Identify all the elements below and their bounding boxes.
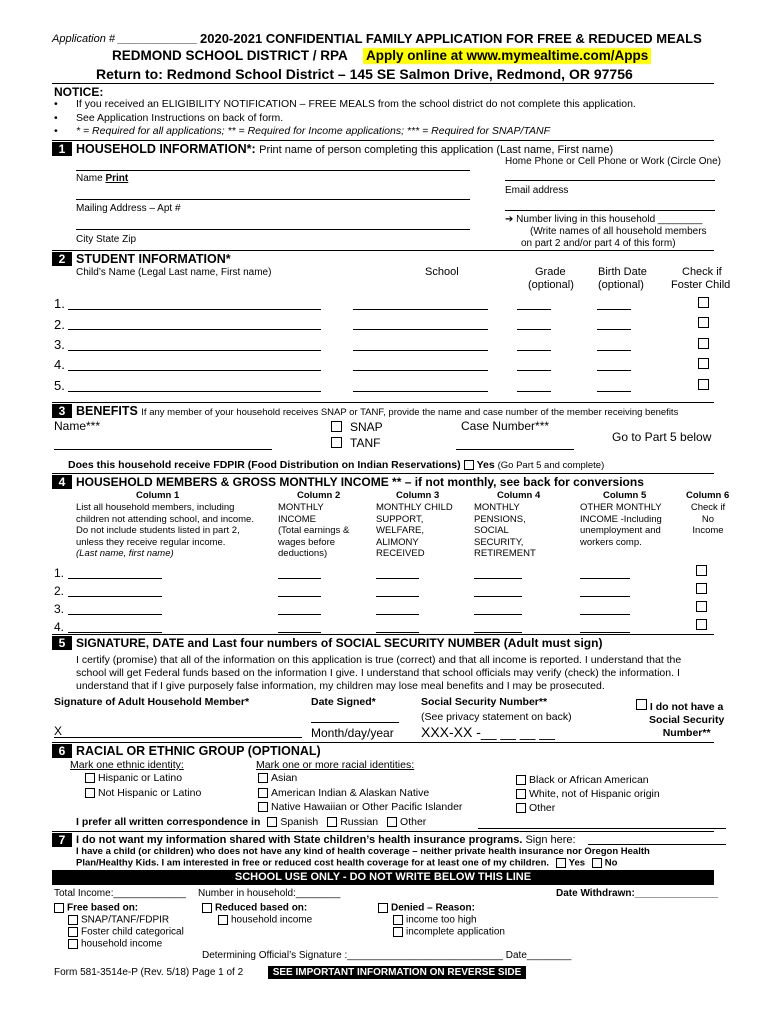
form-title: 2020-2021 CONFIDENTIAL FAMILY APPLICATION FOR FREE & REDUCED MEALS	[200, 31, 702, 46]
col-foster: Check if	[682, 266, 722, 278]
no-income-checkbox[interactable]	[696, 583, 707, 594]
number-household[interactable]: Number in household:________	[198, 888, 341, 899]
section-2-title: STUDENT INFORMATION*	[76, 252, 231, 266]
correspondence-pref: I prefer all written correspondence in Spanish Russian Other	[76, 816, 427, 828]
denied-too-high[interactable]: income too high	[393, 915, 477, 926]
grade-field[interactable]	[517, 350, 551, 351]
col-child-name: Child’s Name (Legal Last name, First name)	[76, 267, 272, 278]
school-field[interactable]	[353, 329, 488, 330]
other-language-field[interactable]	[478, 828, 726, 829]
pension-field[interactable]	[474, 596, 522, 597]
section-1-number: 1	[52, 142, 72, 156]
other-income-field[interactable]	[580, 614, 630, 615]
reduced-income[interactable]: household income	[218, 915, 312, 926]
school-field[interactable]	[353, 350, 488, 351]
col1-desc: List all household members, including children not attending school, and income. Do not include students listed in part 2, unless they receive regular income. (Last name, first name)	[76, 502, 254, 559]
mailing-field[interactable]	[76, 199, 470, 200]
col4-head: Column 4	[497, 490, 541, 501]
race-white[interactable]: White, not of Hispanic origin	[516, 789, 660, 800]
signature-x: X	[54, 724, 63, 738]
foster-child-checkbox[interactable]	[698, 358, 709, 369]
case-number-field[interactable]	[456, 449, 574, 450]
race-american-indian[interactable]: American Indian & Alaskan Native	[258, 788, 429, 799]
child-name-field[interactable]	[68, 350, 321, 351]
free-snap-checkbox[interactable]	[68, 915, 78, 925]
foster-child-checkbox[interactable]	[698, 317, 709, 328]
col-school: School	[425, 266, 459, 278]
free-income[interactable]: household income	[68, 939, 162, 950]
foster-child-checkbox[interactable]	[698, 338, 709, 349]
reduced-income-checkbox[interactable]	[218, 915, 228, 925]
pension-field[interactable]	[474, 632, 522, 633]
city-field[interactable]	[76, 229, 470, 230]
other-race-checkbox[interactable]	[516, 803, 526, 813]
fdpir-yes-checkbox[interactable]	[464, 460, 474, 470]
notice-item-2: • See Application Instructions on back of form.	[76, 113, 283, 124]
date-signed-label: Date Signed*	[311, 696, 376, 708]
signature-label: Signature of Adult Household Member*	[54, 696, 250, 708]
member-row-number: 4.	[54, 620, 65, 634]
section-3-divider	[52, 402, 714, 403]
ethnic-label: Mark one ethnic identity:	[70, 759, 184, 771]
student-row-number: 1.	[54, 296, 65, 311]
total-income[interactable]: Total Income:_____________	[54, 888, 186, 899]
section-7-divider	[52, 831, 714, 832]
section-2-divider	[52, 250, 714, 251]
benefits-name-label: Name***	[54, 419, 101, 433]
important-info-band: SEE IMPORTANT INFORMATION ON REVERSE SIDE	[268, 966, 526, 979]
apply-online-link[interactable]: Apply online at www.mymealtime.com/Apps	[363, 48, 651, 64]
denied-checkbox[interactable]	[378, 903, 388, 913]
notice-title: NOTICE:	[54, 85, 104, 99]
member-row-number: 1.	[54, 566, 65, 580]
member-name-field[interactable]	[68, 578, 162, 579]
number-living[interactable]: ➔ Number living in this household ________	[505, 214, 703, 225]
grade-field[interactable]	[517, 370, 551, 371]
ethnic-hispanic[interactable]: Hispanic or Latino	[85, 773, 182, 784]
hispanic-checkbox[interactable]	[85, 773, 95, 783]
russian-checkbox[interactable]	[327, 817, 337, 827]
no-income-checkbox[interactable]	[696, 565, 707, 576]
child-support-field[interactable]	[376, 614, 419, 615]
grade-field[interactable]	[517, 309, 551, 310]
free-based-on[interactable]: Free based on:	[54, 903, 138, 914]
col-birth-optional: (optional)	[598, 279, 644, 291]
child-support-field[interactable]	[376, 596, 419, 597]
hawaiian-checkbox[interactable]	[258, 802, 268, 812]
foster-child-checkbox[interactable]	[698, 379, 709, 390]
free-snap[interactable]: SNAP/TANF/FDPIR	[68, 915, 169, 926]
free-income-checkbox[interactable]	[68, 939, 78, 949]
district-name: REDMOND SCHOOL DISTRICT / RPA	[112, 48, 348, 63]
incomplete-checkbox[interactable]	[393, 927, 403, 937]
free-foster[interactable]: Foster child categorical	[68, 927, 184, 938]
school-field[interactable]	[353, 370, 488, 371]
section-4-title: HOUSEHOLD MEMBERS & GROSS MONTHLY INCOME ** – if not monthly, see back for conversions	[76, 475, 644, 489]
grade-field[interactable]	[517, 391, 551, 392]
name-label: Name Print	[76, 173, 129, 184]
snap-label: SNAP	[350, 420, 383, 434]
col2-desc: MONTHLY INCOME (Total earnings & wages before deductions)	[278, 502, 350, 559]
notice-item-3: • * = Required for all applications; ** = Required for Income applications; *** = Required for SNAP/TANF	[76, 126, 550, 137]
monthly-income-field[interactable]	[278, 596, 321, 597]
denied-incomplete[interactable]: incomplete application	[393, 927, 505, 938]
reduced-checkbox[interactable]	[202, 903, 212, 913]
col-grade-optional: (optional)	[528, 279, 574, 291]
asian-checkbox[interactable]	[258, 773, 268, 783]
notice-item-1: • If you received an ELIGIBILITY NOTIFICATION – FREE MEALS from the school district do not complete this application.	[76, 99, 636, 110]
section-1-divider	[52, 140, 714, 141]
pension-field[interactable]	[474, 578, 522, 579]
col5-desc: OTHER MONTHLY INCOME -Including unemployment and workers comp.	[580, 502, 662, 548]
fdpir-question: Does this household receive FDPIR (Food Distribution on Indian Reservations) Yes (Go Part 5 and complete)	[68, 459, 605, 471]
school-field[interactable]	[353, 391, 488, 392]
phone-field[interactable]	[505, 180, 715, 181]
benefits-name-field[interactable]	[54, 449, 272, 450]
write-names-note: (Write names of all household members	[530, 226, 707, 237]
birth-date-field[interactable]	[597, 309, 631, 310]
spanish-checkbox[interactable]	[267, 817, 277, 827]
no-income-checkbox[interactable]	[696, 601, 707, 612]
section-6-title: RACIAL OR ETHNIC GROUP (OPTIONAL)	[76, 744, 321, 758]
no-income-checkbox[interactable]	[696, 619, 707, 630]
return-address: Return to: Redmond School District – 145 SE Salmon Drive, Redmond, OR 97756	[96, 66, 633, 82]
student-row-number: 5.	[54, 378, 65, 393]
member-row-number: 2.	[54, 584, 65, 598]
col-grade: Grade	[535, 266, 566, 278]
col3-head: Column 3	[396, 490, 440, 501]
member-name-field[interactable]	[68, 614, 162, 615]
on-part-note: on part 2 and/or part 4 of this form)	[521, 238, 676, 249]
health-no-checkbox[interactable]	[592, 858, 602, 868]
section-6-divider	[52, 742, 714, 743]
certify-text: I certify (promise) that all of the information on this application is true (correct) and that all income is reported. I understand that the school will get Federal funds based on the information I give. I understand that school officials may verify (check) the information. I understand that if I give purposely false information, my children may lose meal benefits and I may be prosecuted.	[76, 654, 682, 692]
race-asian[interactable]: Asian	[258, 773, 297, 784]
col4-desc: MONTHLY PENSIONS, SOCIAL SECURITY, RETIREMENT	[474, 502, 536, 559]
member-name-field[interactable]	[68, 596, 162, 597]
other-language-checkbox[interactable]	[387, 817, 397, 827]
col6-head: Column 6	[686, 490, 730, 501]
signature-field[interactable]	[54, 737, 302, 738]
section-5-divider	[52, 634, 714, 635]
pension-field[interactable]	[474, 614, 522, 615]
free-foster-checkbox[interactable]	[68, 927, 78, 937]
col-foster-2: Foster Child	[671, 279, 731, 291]
ssn-note: (See privacy statement on back)	[421, 711, 572, 723]
not-hispanic-checkbox[interactable]	[85, 788, 95, 798]
mailing-label: Mailing Address – Apt #	[76, 203, 181, 214]
goto-part5: Go to Part 5 below	[612, 430, 712, 444]
no-ssn-label: I do not have a Social Security Number**	[649, 701, 725, 739]
section-7-number: 7	[52, 833, 72, 847]
notice-divider	[52, 83, 714, 84]
child-name-field[interactable]	[68, 391, 321, 392]
racial-label: Mark one or more racial identities:	[256, 759, 415, 771]
too-high-checkbox[interactable]	[393, 915, 403, 925]
reduced-based-on[interactable]: Reduced based on:	[202, 903, 307, 914]
section-7-sign-field[interactable]	[588, 844, 726, 845]
student-row-number: 3.	[54, 337, 65, 352]
no-ssn-checkbox[interactable]	[636, 699, 647, 710]
col3-desc: MONTHLY CHILD SUPPORT, WELFARE, ALIMONY RECEIVED	[376, 502, 453, 559]
child-name-field[interactable]	[68, 370, 321, 371]
date-signed-field[interactable]	[311, 722, 399, 723]
free-checkbox[interactable]	[54, 903, 64, 913]
member-row-number: 3.	[54, 602, 65, 616]
section-2-number: 2	[52, 252, 72, 266]
black-checkbox[interactable]	[516, 775, 526, 785]
section-6-number: 6	[52, 744, 72, 758]
health-line-1: I have a child (or children) who does not have any kind of health coverage – neither private health insurance nor Oregon Health	[76, 846, 650, 857]
email-label: Email address	[505, 185, 569, 196]
monthly-income-field[interactable]	[278, 614, 321, 615]
application-number: Application # _____________	[52, 33, 198, 45]
other-income-field[interactable]	[580, 596, 630, 597]
section-3-number: 3	[52, 404, 72, 418]
email-field[interactable]	[505, 210, 715, 211]
child-support-field[interactable]	[376, 632, 419, 633]
section-7-title: I do not want my information shared with State children’s health insurance programs. Sign here:	[76, 834, 576, 846]
col-birth: Birth Date	[598, 266, 647, 278]
form-number: Form 581-3514e-P (Rev. 5/18) Page 1 of 2	[54, 967, 244, 978]
tanf-label: TANF	[350, 436, 381, 450]
birth-date-field[interactable]	[597, 329, 631, 330]
ethnic-not-hispanic[interactable]: Not Hispanic or Latino	[85, 788, 201, 799]
date-withdrawn[interactable]: Date Withdrawn:_______________	[556, 888, 719, 899]
student-row-number: 4.	[54, 357, 65, 372]
white-checkbox[interactable]	[516, 789, 526, 799]
american-indian-checkbox[interactable]	[258, 788, 268, 798]
child-name-field[interactable]	[68, 329, 321, 330]
health-yes-checkbox[interactable]	[556, 858, 566, 868]
section-1-title: HOUSEHOLD INFORMATION*: Print name of person completing this application (Last name, First name)	[76, 142, 614, 156]
ssn-field[interactable]: XXX-XX -__ __ __ __	[421, 724, 555, 740]
col1-head: Column 1	[136, 490, 180, 501]
school-use-band: SCHOOL USE ONLY - DO NOT WRITE BELOW THIS LINE	[52, 870, 714, 885]
phone-label: Home Phone or Cell Phone or Work (Circle One)	[505, 156, 722, 167]
member-name-field[interactable]	[68, 632, 162, 633]
col5-head: Column 5	[603, 490, 647, 501]
birth-date-field[interactable]	[597, 391, 631, 392]
other-income-field[interactable]	[580, 578, 630, 579]
other-income-field[interactable]	[580, 632, 630, 633]
denied-reason[interactable]: Denied – Reason:	[378, 903, 475, 914]
monthly-income-field[interactable]	[278, 632, 321, 633]
arrow-right-icon: ➔	[505, 214, 514, 225]
case-number-label: Case Number***	[461, 419, 550, 433]
race-black[interactable]: Black or African American	[516, 775, 649, 786]
snap-checkbox[interactable]	[331, 421, 342, 432]
tanf-checkbox[interactable]	[331, 437, 342, 448]
monthly-income-field[interactable]	[278, 578, 321, 579]
health-line-2: Plan/Healthy Kids. I am interested in free or reduced cost health coverage for at least one of my children. Yes No	[76, 857, 618, 869]
official-signature[interactable]: Determining Official’s Signature :____________________________ Date________	[202, 950, 572, 961]
race-hawaiian[interactable]: Native Hawaiian or Other Pacific Islander	[258, 802, 462, 813]
school-field[interactable]	[353, 309, 488, 310]
grade-field[interactable]	[517, 329, 551, 330]
student-row-number: 2.	[54, 317, 65, 332]
child-name-field[interactable]	[68, 309, 321, 310]
col6-desc: Check if No Income	[690, 502, 726, 536]
ssn-label: Social Security Number**	[421, 696, 548, 708]
section-4-divider	[52, 473, 714, 474]
date-format: Month/day/year	[311, 726, 394, 740]
col2-head: Column 2	[297, 490, 341, 501]
name-field[interactable]	[76, 170, 470, 171]
foster-child-checkbox[interactable]	[698, 297, 709, 308]
city-label: City State Zip	[76, 234, 137, 245]
race-other[interactable]: Other	[516, 803, 555, 814]
child-support-field[interactable]	[376, 578, 419, 579]
section-4-number: 4	[52, 475, 72, 489]
birth-date-field[interactable]	[597, 350, 631, 351]
birth-date-field[interactable]	[597, 370, 631, 371]
section-5-number: 5	[52, 636, 72, 650]
section-5-title: SIGNATURE, DATE and Last four numbers of SOCIAL SECURITY NUMBER (Adult must sign)	[76, 636, 603, 650]
section-3-title: BENEFITS If any member of your household receives SNAP or TANF, provide the name and case number of the member receiving benefits	[76, 404, 679, 418]
